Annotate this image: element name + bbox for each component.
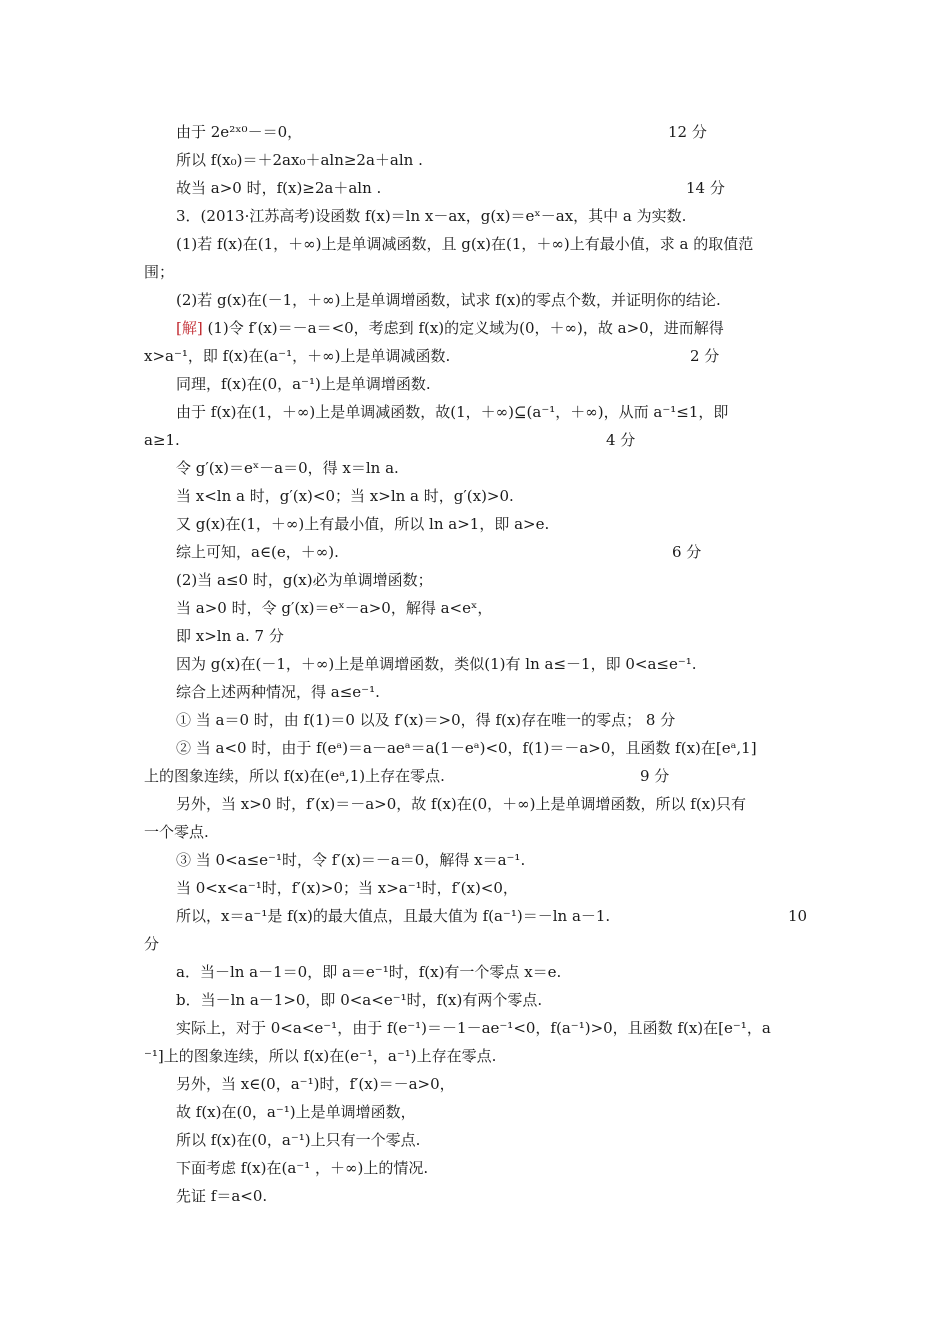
text-line: 分 [144, 935, 160, 953]
text-line: 先证 f＝a<0. [176, 1187, 268, 1205]
text-line: 另外，当 x∈(0，a⁻¹)时，f′(x)＝－a>0， [176, 1075, 455, 1093]
text-line: 故当 a>0 时，f(x)≥2a＋aln . [176, 179, 382, 197]
text-line: (2)当 a≤0 时，g(x)必为单调增函数； [176, 571, 433, 589]
text-line: 令 g′(x)＝eˣ－a＝0，得 x＝ln a. [176, 459, 399, 477]
text-line: 由于 f(x)在(1，＋∞)上是单调减函数，故(1，＋∞)⊆(a⁻¹，＋∞)，从而 a⁻¹≤1，即 [176, 403, 729, 421]
solution-line: [解] (1)令 f′(x)＝－a＝<0，考虑到 f(x)的定义域为(0，＋∞)，故 a>0，进而解得 [176, 319, 724, 337]
text-line: 当 a>0 时，令 g′(x)＝eˣ－a>0，解得 a<eˣ， [176, 599, 493, 617]
text-line: a≥1. [144, 431, 180, 449]
text-line: 上的图象连续，所以 f(x)在(eᵃ,1)上存在零点. [144, 767, 445, 785]
solution-tag: [解] [176, 319, 203, 337]
text-line: 下面考虑 f(x)在(a⁻¹ ，＋∞)上的情况. [176, 1159, 429, 1177]
score-mark: 6 分 [672, 543, 702, 561]
text-line: 综合上述两种情况，得 a≤e⁻¹. [176, 683, 380, 701]
text-line: 实际上，对于 0<a<e⁻¹，由于 f(e⁻¹)＝－1－ae⁻¹<0，f(a⁻¹)>0，且函数 f(x)在[e⁻¹，a [176, 1019, 771, 1037]
score-mark: 4 分 [606, 431, 636, 449]
text-line: 即 x>ln a. 7 分 [176, 627, 284, 645]
text-line: 当 0<x<a⁻¹时，f′(x)>0；当 x>a⁻¹时，f′(x)<0， [176, 879, 518, 897]
text-line: (1)若 f(x)在(1，＋∞)上是单调减函数，且 g(x)在(1，＋∞)上有最小值，求 a 的取值范 [176, 235, 754, 253]
text-line: ② 当 a<0 时，由于 f(eᵃ)＝a－aeᵃ＝a(1－eᵃ)<0，f(1)＝－a>0，且函数 f(x)在[eᵃ,1] [176, 739, 757, 757]
text-line: 一个零点. [144, 823, 209, 841]
text-line: 所以 f(x)在(0，a⁻¹)上只有一个零点. [176, 1131, 421, 1149]
score-mark: 2 分 [690, 347, 720, 365]
text-line: x>a⁻¹，即 f(x)在(a⁻¹，＋∞)上是单调减函数. [144, 347, 451, 365]
text-line: ③ 当 0<a≤e⁻¹时，令 f′(x)＝－a＝0，解得 x＝a⁻¹. [176, 851, 526, 869]
score-mark: 10 [788, 907, 808, 925]
text-line: (2)若 g(x)在(－1，＋∞)上是单调增函数，试求 f(x)的零点个数，并证明你的结论. [176, 291, 721, 309]
text-line: ① 当 a＝0 时，由 f(1)＝0 以及 f′(x)＝>0，得 f(x)存在唯一的零点； 8 分 [176, 711, 676, 729]
text-line: 当 x<ln a 时，g′(x)<0；当 x>ln a 时，g′(x)>0. [176, 487, 514, 505]
text-line: a．当－ln a－1＝0，即 a＝e⁻¹时，f(x)有一个零点 x＝e. [176, 963, 562, 981]
text-line: 所以 f(x₀)＝＋2ax₀＋aln≥2a＋aln . [176, 151, 423, 169]
text-line: 又 g(x)在(1，＋∞)上有最小值，所以 ln a>1，即 a>e. [176, 515, 550, 533]
text-line: 所以，x＝a⁻¹是 f(x)的最大值点，且最大值为 f(a⁻¹)＝－ln a－1. [176, 907, 611, 925]
text-line: ⁻¹]上的图象连续，所以 f(x)在(e⁻¹，a⁻¹)上存在零点. [144, 1047, 497, 1065]
text-line: 由于 2e²ˣ⁰－＝0， [176, 123, 303, 141]
score-mark: 14 分 [686, 179, 725, 197]
score-mark: 9 分 [640, 767, 670, 785]
text-line: b．当－ln a－1>0，即 0<a<e⁻¹时，f(x)有两个零点. [176, 991, 543, 1009]
score-mark: 12 分 [668, 123, 707, 141]
text-line: 故 f(x)在(0，a⁻¹)上是单调增函数， [176, 1103, 416, 1121]
text-line: 围； [144, 263, 175, 281]
text-line: 另外，当 x>0 时，f′(x)＝－a>0，故 f(x)在(0，＋∞)上是单调增函数，所以 f(x)只有 [176, 795, 746, 813]
problem-heading: 3．(2013·江苏高考)设函数 f(x)＝ln x－ax，g(x)＝eˣ－ax，其中 a 为实数. [176, 207, 687, 225]
text-line: 综上可知，a∈(e，＋∞). [176, 543, 339, 561]
text-line: 同理，f(x)在(0，a⁻¹)上是单调增函数. [176, 375, 431, 393]
text-line: 因为 g(x)在(－1，＋∞)上是单调增函数，类似(1)有 ln a≤－1，即 0<a≤e⁻¹. [176, 655, 697, 673]
